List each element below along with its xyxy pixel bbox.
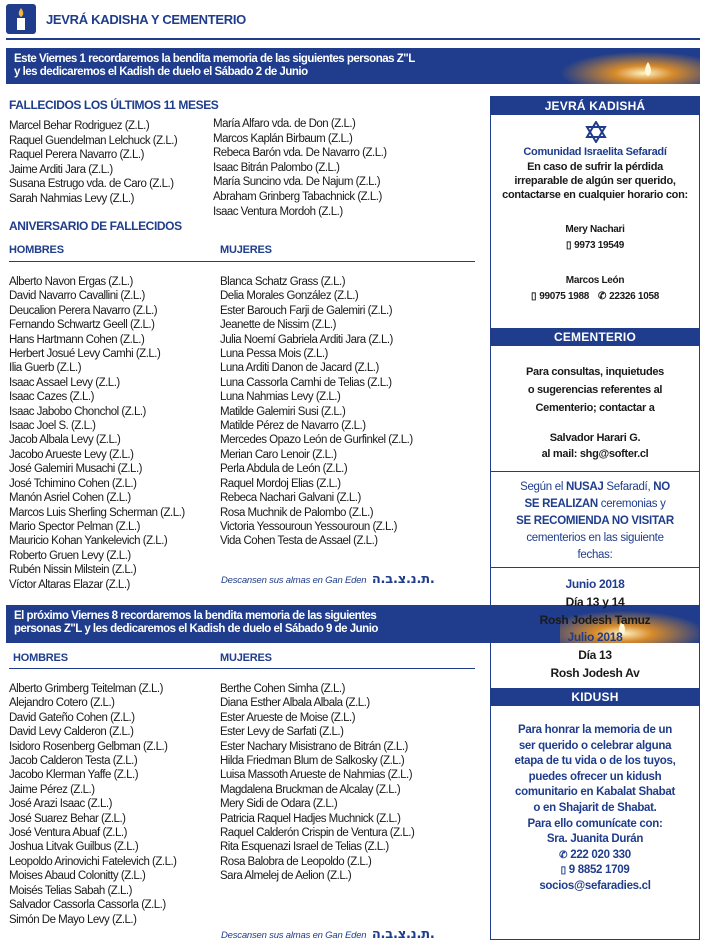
name-entry: Alejandro Cotero (Z.L.) [9, 697, 115, 710]
name-entry: Sara Almelej de Aelion (Z.L.) [220, 870, 352, 883]
aniversario-hombres-list [9, 275, 185, 592]
name-entry: José Galemiri Musachi (Z.L.) [9, 463, 142, 476]
kidush-email: socios@sefaradies.cl [539, 879, 651, 892]
name-entry: Mario Spector Pelman (Z.L.) [9, 520, 140, 533]
nusaj-text: cementerios en las siguiente [526, 532, 664, 544]
name-entry: Ilia Guerb (Z.L.) [9, 362, 82, 375]
name-entry: Berthe Cohen Simha (Z.L.) [220, 683, 345, 695]
name-entry: Raquel Guendelman Lelchuck (Z.L.) [9, 134, 178, 147]
cementerio-text-line: Cementerio; contactar a [535, 402, 655, 414]
fallecidos-list-left [9, 119, 177, 207]
name-entry: Mery Sidi de Odara (Z.L.) [220, 798, 338, 811]
kidush-mobile: 9 8852 1709 [568, 864, 630, 877]
jevra-text-line: En caso de sufrir la pérdida [527, 161, 663, 173]
name-entry: Jacobo Arueste Levy (Z.L.) [9, 448, 134, 461]
name-entry: Jeanette de Nissim (Z.L.) [220, 319, 336, 332]
name-entry: Rebeca Nachari Galvani (Z.L.) [220, 492, 361, 505]
name-entry: Raquel Mordoj Elias (Z.L.) [220, 477, 341, 490]
cementerio-header: CEMENTERIO [491, 328, 699, 346]
contact2-phone: 22326 1058 [609, 291, 659, 302]
name-entry: Matilde Pérez de Navarro (Z.L.) [220, 420, 366, 433]
name-entry: Fernando Schwartz Geell (Z.L.) [9, 319, 155, 332]
nusaj-text: Según el [520, 481, 566, 493]
cementerio-text-line: o sugerencias referentes al [527, 384, 663, 396]
jevra-text-line: contactarse en cualquier horario con: [502, 189, 688, 201]
name-entry: José Arazi Isaac (Z.L.) [9, 798, 112, 811]
kidush-phone: 222 020 330 [570, 848, 631, 861]
nusaj-notice [491, 479, 699, 564]
name-entry: Diana Esther Albala Albala (Z.L.) [220, 697, 370, 710]
name-entry: Isaac Ventura Mordoh (Z.L.) [213, 205, 343, 218]
name-entry: María Alfaro vda. de Don (Z.L.) [213, 118, 356, 130]
kidush-text-line: puedes ofrecer un kidush [528, 770, 662, 783]
phone-icon: ✆ [559, 849, 568, 861]
name-entry: Perla Abdula de León (Z.L.) [220, 463, 348, 476]
name-entry: Alberto Navon Ergas (Z.L.) [9, 276, 133, 288]
name-entry: Marcel Behar Rodriguez (Z.L.) [9, 120, 150, 132]
kidush-header: KIDUSH [491, 688, 699, 706]
name-entry: Magdalena Bruckman de Alcalay (Z.L.) [220, 783, 401, 796]
junio-rosh: Rosh Jodesh Tamuz [539, 613, 651, 627]
name-entry: Isaac Bitrán Palombo (Z.L.) [213, 161, 340, 174]
name-entry: Patricia Raquel Hadjes Muchnick (Z.L.) [220, 812, 401, 825]
nusaj-text: NO [653, 481, 670, 493]
name-entry: David Navarro Cavallini (Z.L.) [9, 290, 145, 303]
junio-dias: Día 13 y 14 [565, 595, 625, 609]
mobile-icon: ▯ [565, 240, 572, 251]
contact2-row [491, 290, 699, 304]
hombres-heading-2: HOMBRES [13, 652, 68, 664]
fallecidos-list-right [213, 117, 387, 219]
proximo-hombres-list [9, 682, 177, 927]
name-entry: Moisés Telias Sabah (Z.L.) [9, 884, 132, 897]
name-entry: Isaac Assael Levy (Z.L.) [9, 376, 120, 389]
hombres-heading: HOMBRES [9, 244, 64, 256]
name-entry: Ester Nachary Misistrano de Bitrán (Z.L.) [220, 740, 408, 753]
memorial-banner-week1 [6, 48, 700, 84]
star-of-david-icon [585, 121, 607, 148]
name-entry: Jaime Arditi Jara (Z.L.) [9, 163, 113, 176]
name-entry: Jacob Calderon Testa (Z.L.) [9, 755, 138, 768]
nusaj-text: ceremonias y [597, 498, 666, 510]
name-entry: Jacobo Klerman Yaffe (Z.L.) [9, 769, 139, 782]
name-entry: Víctor Altaras Elazar (Z.L.) [9, 578, 130, 591]
name-entry: Rebeca Barón vda. De Navarro (Z.L.) [213, 147, 387, 160]
name-entry: Rubén Nissin Milstein (Z.L.) [9, 564, 137, 577]
descansen-text: Descansen sus almas en Gan Eden [221, 575, 367, 586]
banner-line: personas Z"L y les dedicaremos el Kadish de duelo el Sábado 9 de Junio [14, 623, 378, 635]
descansen-note [221, 572, 435, 587]
junio-title: Junio 2018 [565, 577, 625, 591]
nusaj-text: Sefaradí, [603, 481, 654, 493]
name-entry: David Gateño Cohen (Z.L.) [9, 711, 135, 724]
proximo-mujeres-list [220, 682, 414, 884]
comunidad-name: Comunidad Israelita Sefaradí [523, 146, 667, 158]
nusaj-text: SE RECOMIENDA NO VISITAR [516, 515, 674, 527]
name-entry: Delia Morales González (Z.L.) [220, 290, 359, 303]
contact2-name: Marcos León [565, 275, 625, 286]
name-entry: Rosa Balobra de Leopoldo (Z.L.) [220, 855, 372, 868]
name-entry: Marcos Luis Sherling Scherman (Z.L.) [9, 506, 185, 519]
cementerio-contact-name: Salvador Harari G. [549, 432, 641, 444]
aniversario-mujeres-list [220, 275, 413, 549]
name-entry: Herbert Josué Levy Camhi (Z.L.) [9, 348, 161, 361]
name-entry: Simón De Mayo Levy (Z.L.) [9, 913, 137, 926]
name-entry: Mercedes Opazo León de Gurfinkel (Z.L.) [220, 434, 413, 447]
hebrew-initials: ת.נ.צ.ב.ה. [371, 927, 435, 942]
kidush-contact-name: Sra. Juanita Durán [546, 833, 644, 846]
header-divider [6, 38, 700, 40]
mobile-icon: ▯ [531, 291, 537, 302]
jevra-text-line: irreparable de algún ser querido, [514, 175, 676, 187]
name-entry: María Suncino vda. De Najum (Z.L.) [213, 176, 381, 189]
candle-icon [6, 4, 36, 34]
name-entry: Victoria Yessouroun Yessouroun (Z.L.) [220, 520, 397, 533]
name-entry: Rosa Muchnik de Palombo (Z.L.) [220, 506, 374, 519]
name-entry: Isaac Jabobo Chonchol (Z.L.) [9, 405, 146, 418]
banner-line: y les dedicaremos el Kadish de duelo el Sábado 2 de Junio [14, 66, 308, 78]
name-entry: Raquel Perera Navarro (Z.L.) [9, 149, 144, 162]
heading-divider [9, 668, 475, 669]
candle-glow-icon [560, 48, 700, 84]
kidush-text-line: comunitario en Kabalat Shabat [515, 786, 675, 799]
name-entry: Moises Abaud Colonitty (Z.L.) [9, 870, 146, 883]
name-entry: Ester Barouch Farji de Galemiri (Z.L.) [220, 304, 393, 317]
name-entry: Hilda Friedman Blum de Salkosky (Z.L.) [220, 755, 405, 768]
name-entry: Merian Caro Lenoir (Z.L.) [220, 448, 337, 461]
contact2-mobile: 99075 1988 [539, 291, 590, 302]
name-entry: Roberto Gruen Levy (Z.L.) [9, 549, 131, 562]
banner-line: Este Viernes 1 recordaremos la bendita memoria de las siguientes personas Z"L [14, 53, 415, 65]
aniversario-title: ANIVERSARIO DE FALLECIDOS [9, 219, 182, 233]
name-entry: Isaac Joel S. (Z.L.) [9, 420, 96, 433]
cementerio-mail: al mail: shg@softer.cl [541, 448, 649, 460]
name-entry: Susana Estrugo vda. de Caro (Z.L.) [9, 178, 174, 191]
julio-title: Julio 2018 [567, 630, 623, 644]
name-entry: Luisa Massoth Arueste de Nahmias (Z.L.) [220, 769, 413, 782]
nusaj-text: SE REALIZAN [524, 498, 598, 510]
sidebar-divider [491, 471, 699, 472]
kidush-mobile-row [491, 863, 699, 879]
name-entry: Isaac Cazes (Z.L.) [9, 391, 94, 404]
cementerio-text [491, 363, 699, 417]
name-entry: Luna Cassorla Camhi de Telias (Z.L.) [220, 376, 392, 389]
name-entry: Jaime Pérez (Z.L.) [9, 783, 95, 796]
name-entry: Vida Cohen Testa de Assael (Z.L.) [220, 535, 378, 548]
info-sidebar [490, 96, 700, 940]
mujeres-heading-2: MUJERES [220, 652, 272, 664]
name-entry: Joshua Litvak Guilbus (Z.L.) [9, 841, 139, 854]
julio-rosh: Rosh Jodesh Av [550, 666, 640, 680]
descansen-note-2 [221, 927, 435, 942]
mobile-icon: ▯ [560, 865, 566, 877]
jevra-text [491, 160, 699, 202]
descansen-text: Descansen sus almas en Gan Eden [221, 930, 367, 941]
fallecidos-title: FALLECIDOS LOS ÚLTIMOS 11 MESES [9, 98, 219, 112]
hebrew-initials: ת.נ.צ.ב.ה. [371, 572, 435, 587]
page-header [6, 4, 696, 34]
name-entry: Sarah Nahmias Levy (Z.L.) [9, 192, 134, 205]
name-entry: Raquel Calderón Crispin de Ventura (Z.L.) [220, 827, 415, 840]
kidush-text-line: Para ello comunícate con: [527, 817, 663, 830]
sidebar-divider [491, 567, 699, 568]
nusaj-text: NUSAJ [566, 481, 604, 493]
kidush-text-line: etapa de tu vida o de los tuyos, [514, 755, 676, 768]
phone-icon: ✆ [598, 291, 607, 302]
kidush-text-line: Para honrar la memoria de un [518, 724, 672, 736]
name-entry: Blanca Schatz Grass (Z.L.) [220, 276, 346, 288]
name-entry: Luna Arditi Danon de Jacard (Z.L.) [220, 362, 379, 375]
name-entry: Luna Pessa Mois (Z.L.) [220, 348, 328, 361]
kidush-text [491, 723, 699, 895]
name-entry: Hans Hartmann Cohen (Z.L.) [9, 333, 145, 346]
name-entry: Leopoldo Arinovichi Fatelevich (Z.L.) [9, 855, 177, 868]
name-entry: Matilde Galemiri Susi (Z.L.) [220, 405, 346, 418]
nusaj-text: fechas: [577, 549, 613, 561]
name-entry: Marcos Kaplán Birbaum (Z.L.) [213, 132, 353, 145]
name-entry: Luna Nahmias Levy (Z.L.) [220, 391, 341, 404]
julio-dia: Día 13 [578, 648, 612, 662]
name-entry: Jacob Albala Levy (Z.L.) [9, 434, 121, 447]
name-entry: Ester Levy de Sarfati (Z.L.) [220, 726, 344, 739]
name-entry: Rita Esquenazi Israel de Telias (Z.L.) [220, 841, 389, 854]
heading-divider [9, 261, 475, 262]
jevra-kadisha-header: JEVRÁ KADISHÁ [491, 97, 699, 115]
kidush-text-line: o en Shajarit de Shabat. [533, 801, 657, 814]
name-entry: José Tchimino Cohen (Z.L.) [9, 477, 137, 490]
contact1-row [491, 239, 699, 253]
kidush-text-line: ser querido o celebrar alguna [518, 739, 672, 752]
name-entry: David Levy Calderon (Z.L.) [9, 726, 134, 739]
name-entry: Julia Noemí Gabriela Arditi Jara (Z.L.) [220, 333, 393, 346]
name-entry: José Ventura Abuaf (Z.L.) [9, 827, 127, 840]
name-entry: José Suarez Behar (Z.L.) [9, 812, 126, 825]
name-entry: Isidoro Rosenberg Gelbman (Z.L.) [9, 740, 168, 753]
contact1-mobile: 9973 19549 [574, 240, 625, 251]
name-entry: Abraham Grinberg Tabachnick (Z.L.) [213, 190, 382, 203]
name-entry: Salvador Cassorla Cassorla (Z.L.) [9, 899, 166, 912]
contact1-name: Mery Nachari [565, 224, 625, 235]
name-entry: Manón Asriel Cohen (Z.L.) [9, 492, 131, 505]
banner-line: El próximo Viernes 8 recordaremos la bendita memoria de las siguientes [14, 610, 377, 622]
name-entry: Alberto Grimberg Teitelman (Z.L.) [9, 683, 163, 695]
name-entry: Deucalion Perera Navarro (Z.L.) [9, 304, 158, 317]
kidush-phone-row [491, 848, 699, 864]
cementerio-text-line: Para consultas, inquietudes [526, 366, 664, 378]
mujeres-heading: MUJERES [220, 244, 272, 256]
name-entry: Ester Arueste de Moise (Z.L.) [220, 711, 356, 724]
page-title: JEVRÁ KADISHA Y CEMENTERIO [46, 11, 246, 27]
name-entry: Mauricio Kohan Yankelevich (Z.L.) [9, 535, 168, 548]
